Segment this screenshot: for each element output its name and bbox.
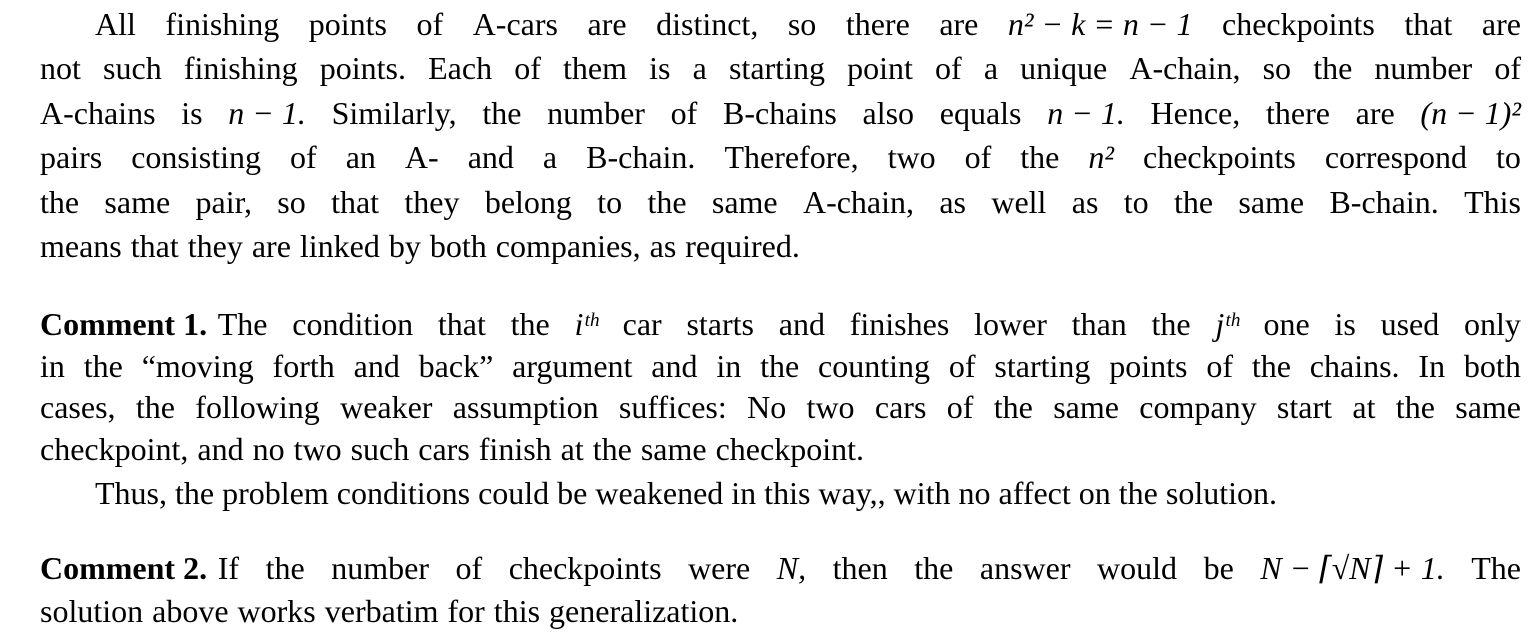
word: points. bbox=[319, 50, 406, 87]
word: same bbox=[1053, 389, 1119, 425]
word: there bbox=[1265, 94, 1330, 131]
word: weaker bbox=[340, 389, 433, 425]
word: a bbox=[542, 139, 558, 176]
text-line bbox=[40, 46, 1521, 90]
word: distinct, bbox=[656, 6, 759, 42]
word: both bbox=[429, 228, 487, 265]
word: condition bbox=[292, 306, 414, 342]
word: n − 1. bbox=[228, 94, 306, 131]
word: starting bbox=[994, 347, 1091, 384]
text-line bbox=[40, 180, 1521, 224]
word: as bbox=[939, 183, 966, 220]
word: is bbox=[181, 94, 203, 131]
word: and bbox=[467, 139, 514, 176]
word: the bbox=[1313, 50, 1353, 87]
word: that bbox=[1404, 6, 1453, 42]
word: so bbox=[1262, 50, 1292, 87]
text-line bbox=[40, 590, 1521, 633]
word: so bbox=[277, 183, 306, 220]
word: there bbox=[845, 6, 910, 42]
word: the bbox=[647, 183, 687, 220]
word: A-cars bbox=[472, 6, 558, 42]
word: n² − k = n − 1 bbox=[1007, 6, 1193, 42]
word: cases, bbox=[40, 389, 116, 425]
word: pairs bbox=[40, 139, 103, 176]
comment-2 bbox=[40, 547, 1521, 633]
comment-1-followup bbox=[40, 471, 1521, 515]
word: B-chain. bbox=[1329, 183, 1439, 220]
word: back” bbox=[418, 347, 494, 384]
word: same bbox=[1238, 183, 1305, 220]
word: counting bbox=[818, 347, 931, 384]
word: the bbox=[510, 306, 550, 342]
word: the bbox=[1151, 306, 1191, 342]
word: consisting bbox=[131, 139, 261, 176]
word: starting bbox=[728, 50, 825, 87]
word: of bbox=[514, 50, 541, 87]
word: cars bbox=[418, 430, 470, 467]
word: A-chain, bbox=[1129, 50, 1241, 87]
word: same bbox=[1455, 389, 1521, 425]
word: of bbox=[935, 50, 962, 87]
word: a bbox=[983, 50, 999, 87]
word: Hence, bbox=[1150, 94, 1241, 131]
word: in bbox=[40, 347, 65, 384]
word: number bbox=[331, 550, 429, 586]
word: well bbox=[991, 183, 1047, 220]
word: two bbox=[806, 389, 855, 425]
word: A-chain, bbox=[802, 183, 915, 220]
word: of bbox=[946, 389, 974, 425]
word: above bbox=[152, 593, 229, 629]
word: finishes bbox=[849, 306, 950, 342]
word: answer bbox=[979, 550, 1071, 586]
word: argument bbox=[512, 347, 633, 384]
word: at bbox=[560, 430, 584, 467]
word: the bbox=[1251, 347, 1291, 384]
word: start bbox=[1276, 389, 1333, 425]
word: Similarly, bbox=[331, 94, 457, 131]
word: used bbox=[1380, 306, 1440, 342]
comment-heading: Comment 1. bbox=[40, 306, 208, 342]
word: are bbox=[1355, 94, 1395, 131]
word: the bbox=[40, 183, 80, 220]
word: cars bbox=[874, 389, 927, 425]
word: checkpoints bbox=[1222, 6, 1375, 42]
word: N, bbox=[776, 550, 807, 586]
word: of bbox=[670, 94, 698, 131]
word: as bbox=[1071, 183, 1099, 220]
word: that bbox=[331, 183, 380, 220]
word: B-chain. bbox=[586, 139, 696, 176]
word: of bbox=[290, 139, 317, 176]
word: to bbox=[597, 183, 623, 220]
word: checkpoints bbox=[1142, 139, 1296, 176]
word: is bbox=[1334, 306, 1356, 342]
word: finish bbox=[478, 430, 552, 467]
word: works bbox=[237, 593, 316, 629]
word: equals bbox=[939, 94, 1022, 131]
word: number bbox=[547, 94, 645, 131]
word: one bbox=[1263, 306, 1310, 342]
word: of bbox=[455, 550, 483, 586]
word: them bbox=[563, 50, 627, 87]
word: the bbox=[760, 347, 800, 384]
word: then bbox=[832, 550, 888, 586]
word: companies, bbox=[495, 228, 641, 265]
word: are bbox=[587, 6, 627, 42]
word: than bbox=[1071, 306, 1127, 342]
word: means bbox=[40, 228, 122, 265]
word: of bbox=[1494, 50, 1521, 87]
word: to bbox=[1496, 139, 1521, 176]
word: are bbox=[251, 228, 291, 265]
word: the bbox=[993, 389, 1033, 425]
text-line bbox=[40, 547, 1521, 590]
word: the bbox=[135, 389, 175, 425]
word: that bbox=[130, 228, 179, 265]
word: checkpoints bbox=[508, 550, 662, 586]
word: at bbox=[1352, 389, 1376, 425]
word: forth bbox=[272, 347, 335, 384]
word: checkpoint. bbox=[715, 430, 864, 467]
word: be bbox=[1203, 550, 1234, 586]
word: for bbox=[447, 593, 485, 629]
word: suffices: bbox=[618, 389, 727, 425]
word: the bbox=[914, 550, 954, 586]
formula: N − ⌈√N⌉ + 1. bbox=[1260, 550, 1445, 586]
word: iᵗʰ bbox=[574, 306, 598, 342]
word: In bbox=[1418, 347, 1446, 384]
word: same bbox=[711, 183, 778, 220]
word: finishing bbox=[165, 6, 280, 42]
word: the bbox=[1173, 183, 1214, 220]
word: only bbox=[1464, 306, 1521, 342]
word: no bbox=[252, 430, 285, 467]
word: B-chains bbox=[723, 94, 837, 131]
word: not bbox=[40, 50, 81, 87]
word: that bbox=[437, 306, 486, 342]
word: the bbox=[1020, 139, 1060, 176]
word: were bbox=[688, 550, 751, 586]
word: point bbox=[847, 50, 913, 87]
text-line bbox=[40, 2, 1521, 46]
word: same bbox=[104, 183, 171, 220]
word: points bbox=[1109, 347, 1188, 384]
word: an bbox=[345, 139, 376, 176]
word: also bbox=[862, 94, 915, 131]
word: and bbox=[197, 430, 244, 467]
word: and bbox=[353, 347, 400, 384]
word: to bbox=[1123, 183, 1149, 220]
proof-paragraph bbox=[40, 2, 1521, 268]
word: both bbox=[1463, 347, 1521, 384]
word: they bbox=[187, 228, 243, 265]
word: of bbox=[948, 347, 976, 384]
word: finishing bbox=[183, 50, 298, 87]
text-line bbox=[40, 346, 1521, 388]
word: are bbox=[939, 6, 979, 42]
word: This bbox=[1464, 183, 1521, 220]
word: The bbox=[1471, 550, 1521, 586]
word: chains. bbox=[1309, 347, 1400, 384]
word: (n − 1)² bbox=[1420, 94, 1521, 131]
word: as bbox=[649, 228, 677, 265]
word: by bbox=[388, 228, 421, 265]
word: and bbox=[651, 347, 698, 384]
word: No bbox=[747, 389, 787, 425]
word: the bbox=[265, 550, 305, 586]
word: following bbox=[195, 389, 320, 425]
word: this bbox=[493, 593, 541, 629]
text-line bbox=[40, 387, 1521, 429]
word: the bbox=[1395, 389, 1435, 425]
word: lower bbox=[974, 306, 1047, 342]
word: of bbox=[964, 139, 992, 176]
word: n − 1. bbox=[1047, 94, 1125, 131]
word: two bbox=[887, 139, 936, 176]
text-line bbox=[40, 304, 1521, 346]
word: of bbox=[1206, 347, 1233, 384]
word: is bbox=[649, 50, 671, 87]
word: required. bbox=[685, 228, 800, 265]
word: pair, bbox=[195, 183, 252, 220]
word: would bbox=[1097, 550, 1178, 586]
word: checkpoint, bbox=[40, 430, 189, 467]
word: generalization. bbox=[549, 593, 739, 629]
word: jᵗʰ bbox=[1215, 306, 1239, 342]
text-line bbox=[40, 91, 1521, 135]
word: assumption bbox=[452, 389, 599, 425]
word: A-chains bbox=[40, 94, 156, 131]
word: belong bbox=[484, 183, 572, 220]
word: a bbox=[692, 50, 707, 87]
word: Comment 1. The bbox=[40, 306, 268, 342]
word: solution bbox=[40, 593, 144, 629]
word: such bbox=[103, 50, 162, 87]
word: verbatim bbox=[324, 593, 439, 629]
comment-heading: Comment 2. bbox=[40, 550, 208, 586]
comment-1 bbox=[40, 304, 1521, 470]
word: starts bbox=[686, 306, 754, 342]
word: linked bbox=[299, 228, 380, 265]
word: car bbox=[622, 306, 662, 342]
word: Therefore, bbox=[724, 139, 859, 176]
word: the bbox=[83, 347, 123, 384]
word: points bbox=[308, 6, 387, 42]
word: A- bbox=[404, 139, 439, 176]
word: the bbox=[592, 430, 632, 467]
word: correspond bbox=[1324, 139, 1468, 176]
word: unique bbox=[1020, 50, 1108, 87]
word: Each bbox=[428, 50, 493, 87]
word: All bbox=[95, 6, 136, 42]
word: company bbox=[1139, 389, 1257, 425]
word: n² bbox=[1088, 139, 1114, 176]
word: of bbox=[416, 6, 444, 42]
word: such bbox=[350, 430, 410, 467]
word: are bbox=[1481, 6, 1521, 42]
word: same bbox=[640, 430, 707, 467]
word: and bbox=[778, 306, 825, 342]
word: they bbox=[404, 183, 460, 220]
text-line: Thus, the problem conditions could be weakened in this way,, with no affect on the solution. bbox=[95, 475, 1277, 511]
word: number bbox=[1374, 50, 1473, 87]
word: the bbox=[482, 94, 522, 131]
text-line bbox=[40, 224, 1521, 268]
text-line bbox=[40, 429, 1521, 471]
word: so bbox=[787, 6, 817, 42]
word: in bbox=[716, 347, 742, 384]
word: “moving bbox=[141, 347, 254, 384]
text-line bbox=[40, 135, 1521, 179]
word: Comment 2. If bbox=[40, 550, 240, 586]
word: two bbox=[293, 430, 342, 467]
